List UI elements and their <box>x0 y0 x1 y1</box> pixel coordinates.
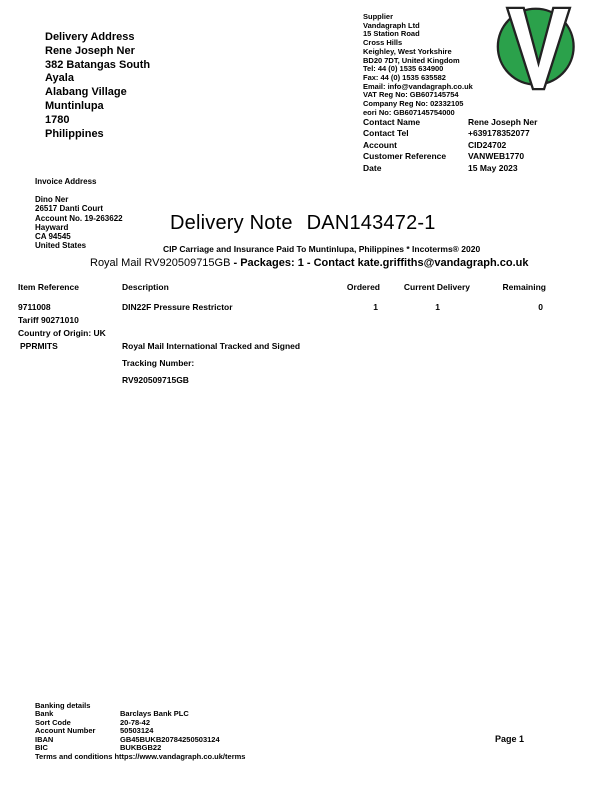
invoice-address-line: CA 94545 <box>35 232 71 242</box>
delivery-address-line: Rene Joseph Ner <box>45 44 135 57</box>
sort-code-value: 20-78-42 <box>120 717 151 727</box>
invoice-address-line: Account No. 19-263622 <box>35 213 123 223</box>
item-remaining-cell: 0 <box>538 302 543 312</box>
column-header-ordered: Ordered <box>346 282 380 292</box>
invoice-address-line: United States <box>35 241 87 251</box>
shipping-carrier: Royal Mail RV920509715GB <box>90 257 234 269</box>
supplier-line: VAT Reg No: GB607145754 <box>363 90 459 100</box>
supplier-line: Keighley, West Yorkshire <box>363 46 452 56</box>
supplier-line: 15 Station Road <box>363 29 420 39</box>
invoice-address-line: 26517 Danti Court <box>35 204 104 214</box>
contact-row <box>363 140 537 151</box>
contact-block <box>363 117 537 174</box>
supplier-line: Vandagraph Ltd <box>363 20 420 30</box>
column-header-remaining: Remaining <box>502 282 546 292</box>
bank-value: Barclays Bank PLC <box>120 709 189 718</box>
tracking-number-value: RV920509715GB <box>122 375 189 385</box>
page-title <box>170 212 436 235</box>
delivery-address-line: 382 Batangas South <box>45 58 151 71</box>
supplier-line: Cross Hills <box>363 38 403 48</box>
doc-type: Delivery Note <box>170 212 293 234</box>
bank-label: Bank <box>35 709 54 718</box>
invoice-address-label: Invoice Address <box>35 177 97 186</box>
contact-tel-value: +639178352077 <box>468 128 530 139</box>
account-label: Account <box>363 139 397 150</box>
delivery-address-line: Alabang Village <box>45 86 127 99</box>
page-number: Page 1 <box>495 734 525 744</box>
column-header-current-delivery: Current Delivery <box>403 282 470 292</box>
bic-value: BUKBGB22 <box>120 743 162 753</box>
delivery-address-line: 1780 <box>45 113 70 126</box>
supplier-line: Company Reg No: 02332105 <box>363 99 464 109</box>
contact-name-label: Contact Name <box>363 117 421 127</box>
incoterms-line: CIP Carriage and Insurance Paid To Muntinlupa, Philippines * Incoterms® 2020 <box>163 244 481 254</box>
banking-details-block <box>35 701 245 762</box>
contact-name-value: Rene Joseph Ner <box>468 117 538 127</box>
iban-label: IBAN <box>35 734 54 744</box>
supplier-line: Fax: 44 (0) 1535 635582 <box>363 72 446 82</box>
item-current-delivery-cell: 1 <box>435 302 440 312</box>
item-ordered-cell: 1 <box>373 302 378 312</box>
invoice-address-line: Hayward <box>35 222 69 232</box>
contact-tel-label: Contact Tel <box>363 128 409 139</box>
supplier-line: BD20 7DT, United Kingdom <box>363 55 460 65</box>
account-value: CID24702 <box>468 139 507 150</box>
delivery-address-line: Muntinlupa <box>45 99 104 112</box>
iban-value: GB45BUKB20784250503124 <box>120 734 220 744</box>
date-value: 15 May 2023 <box>468 162 518 173</box>
account-number-value: 50503124 <box>120 726 154 736</box>
delivery-address-label: Delivery Address <box>45 31 135 43</box>
column-header-item-reference: Item Reference <box>18 282 79 292</box>
column-header-description: Description <box>122 282 169 292</box>
vandagraph-logo-icon <box>492 6 585 91</box>
sort-code-label: Sort Code <box>35 717 71 727</box>
bic-label: BIC <box>35 743 48 753</box>
item-shipping-service-cell: Royal Mail International Tracked and Signed <box>122 341 301 351</box>
item-tariff-cell: Tariff 90271010 <box>18 315 79 325</box>
terms-and-conditions-line: Terms and conditions https://www.vandagraph.co.uk/terms <box>35 751 246 761</box>
supplier-line: Tel: 44 (0) 1535 634900 <box>363 64 444 74</box>
invoice-address-line: Dino Ner <box>35 195 69 204</box>
delivery-address-block <box>45 31 150 141</box>
invoice-address-block <box>35 195 123 251</box>
shipping-details: - Packages: 1 - Contact kate.griffiths@vandagraph.co.uk <box>233 257 529 269</box>
shipping-line <box>90 257 528 269</box>
item-reference-cell: 9711008 <box>18 302 51 312</box>
contact-row <box>363 163 537 174</box>
tracking-number-label: Tracking Number: <box>122 358 195 368</box>
supplier-block <box>363 13 473 117</box>
delivery-address-line: Ayala <box>45 72 74 85</box>
customer-reference-value: VANWEB1770 <box>468 151 525 162</box>
contact-row <box>363 151 537 162</box>
account-number-label: Account Number <box>35 726 96 736</box>
item-description-cell: DIN22F Pressure Restrictor <box>122 302 233 312</box>
item-permit-cell: PPRMITS <box>20 341 58 351</box>
doc-number: DAN143472-1 <box>306 212 436 234</box>
item-origin-cell: Country of Origin: UK <box>18 328 106 338</box>
banking-details-label: Banking details <box>35 701 91 710</box>
supplier-line: Email: info@vandagraph.co.uk <box>363 81 473 91</box>
contact-row <box>363 128 537 139</box>
customer-reference-label: Customer Reference <box>363 151 447 162</box>
supplier-label: Supplier <box>363 12 394 21</box>
contact-row <box>363 117 537 128</box>
delivery-address-line: Philippines <box>45 127 104 140</box>
supplier-line: eori No: GB607145754000 <box>363 107 455 117</box>
date-label: Date <box>363 162 382 173</box>
